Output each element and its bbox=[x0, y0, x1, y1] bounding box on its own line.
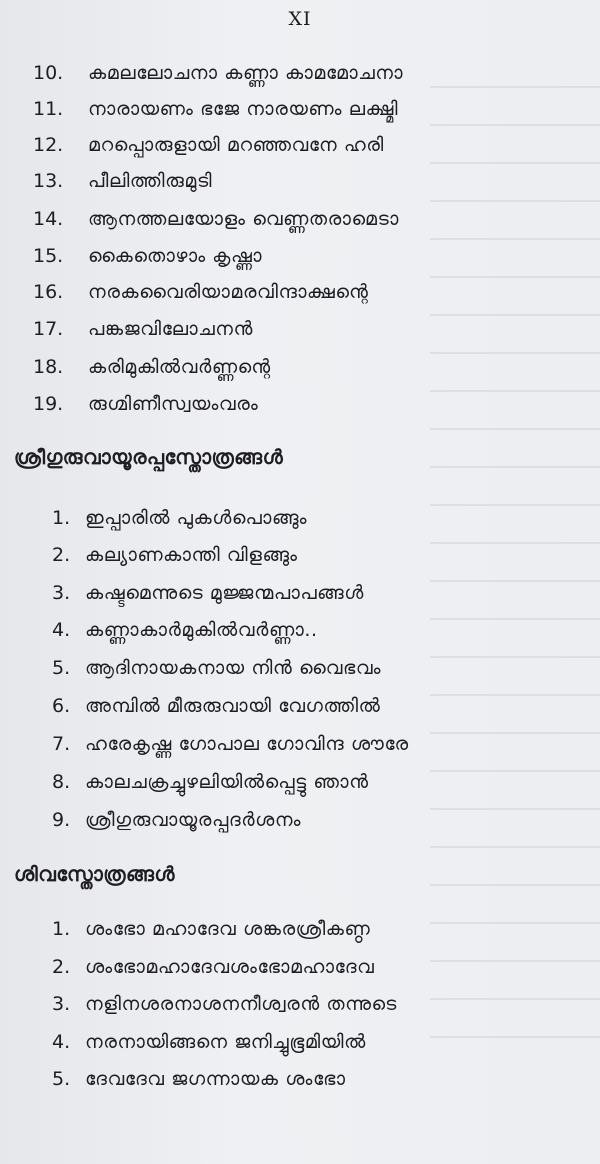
item-number: 1. bbox=[52, 918, 71, 940]
item-title: ആനത്തലയോളം വെണ്ണതരാമെടാ bbox=[88, 208, 399, 230]
item-title: ദേവദേവ ജഗന്നായക ശംഭോ bbox=[85, 1068, 346, 1090]
item-number: 1. bbox=[52, 507, 71, 529]
item-number: 12. bbox=[33, 134, 64, 156]
item-title: ശംഭോമഹാദേവശംഭോമഹാദേവ bbox=[85, 956, 375, 978]
item-number: 5. bbox=[52, 1068, 71, 1090]
item-title: നരനായിങ്ങനെ ജനിച്ചുഭൂമിയിൽ bbox=[85, 1031, 366, 1053]
item-number: 4. bbox=[52, 1031, 71, 1053]
item-title: ആദിനായകനായ നിൻ വൈഭവം bbox=[85, 657, 382, 679]
item-number: 11. bbox=[33, 98, 64, 120]
item-title: കരിമുകിൽവർണ്ണന്റെ bbox=[88, 356, 271, 378]
item-title: നാരായണം ഭജേ നാരയണം ലക്ഷ്മി bbox=[88, 98, 399, 120]
section-heading-guruvayurappa-stotrangal: ശ്രീഗുരുവായൂരപ്പസ്തോത്രങ്ങൾ bbox=[14, 445, 284, 469]
item-title: അമ്പിൽ മീരുരുവായി വേഗത്തിൽ bbox=[85, 695, 381, 717]
item-number: 8. bbox=[52, 771, 71, 793]
item-title: പീലിത്തിരുമുടി bbox=[88, 170, 213, 192]
item-number: 16. bbox=[33, 281, 64, 303]
item-number: 3. bbox=[52, 582, 71, 604]
item-title: കഷ്ടമെന്നുടെ മുജ്ജന്മപാപങ്ങൾ bbox=[85, 582, 364, 604]
item-title: പങ്കജവിലോചനൻ bbox=[88, 318, 253, 340]
item-number: 6. bbox=[52, 695, 71, 717]
item-title: കാലചക്രച്ചുഴലിയിൽപ്പെട്ടു ഞാൻ bbox=[85, 771, 369, 793]
page-number: XI bbox=[288, 8, 312, 30]
item-number: 17. bbox=[33, 318, 64, 340]
show-through-text bbox=[430, 60, 600, 1060]
item-number: 9. bbox=[52, 809, 71, 831]
item-title: നളിനശരനാശനനീശ്വരൻ തന്നുടെ bbox=[85, 993, 397, 1015]
item-title: ശംഭോ മഹാദേവ ശങ്കരശ്രീകണ്ഠ bbox=[85, 918, 371, 940]
item-title: മറപ്പൊരുളായി മറഞ്ഞവനേ ഹരി bbox=[88, 134, 384, 156]
item-title: നരകവൈരിയാമരവിന്ദാക്ഷന്റെ bbox=[88, 281, 369, 303]
item-title: കല്യാണകാന്തി വിളങ്ങും bbox=[85, 544, 298, 566]
item-number: 10. bbox=[33, 62, 64, 84]
item-number: 2. bbox=[52, 544, 71, 566]
item-number: 4. bbox=[52, 619, 71, 641]
item-title: കണ്ണാകാർമുകിൽവർണ്ണാ.. bbox=[85, 619, 318, 641]
item-number: 7. bbox=[52, 733, 71, 755]
section-heading-shiva-stotrangal: ശിവസ്തോത്രങ്ങൾ bbox=[14, 862, 175, 886]
item-title: കൈതൊഴാം കൃഷ്ണാ bbox=[88, 245, 263, 267]
item-title: ശ്രീഗുരുവായൂരപ്പദർശനം bbox=[85, 809, 302, 831]
item-number: 14. bbox=[33, 208, 64, 230]
item-title: ഇപ്പാരിൽ പുകൾപൊങ്ങും bbox=[85, 507, 308, 529]
item-title: കമലലോചനാ കണ്ണാ കാമമോചനാ bbox=[88, 62, 404, 84]
item-number: 2. bbox=[52, 956, 71, 978]
item-number: 19. bbox=[33, 393, 64, 415]
item-number: 18. bbox=[33, 356, 64, 378]
item-number: 15. bbox=[33, 245, 64, 267]
item-title: ഹരേകൃഷ്ണ ഗോപാല ഗോവിന്ദ ശൗരേ bbox=[85, 733, 409, 755]
item-title: രുഗ്മിണീസ്വയംവരം bbox=[88, 393, 259, 415]
item-number: 5. bbox=[52, 657, 71, 679]
item-number: 3. bbox=[52, 993, 71, 1015]
item-number: 13. bbox=[33, 170, 64, 192]
